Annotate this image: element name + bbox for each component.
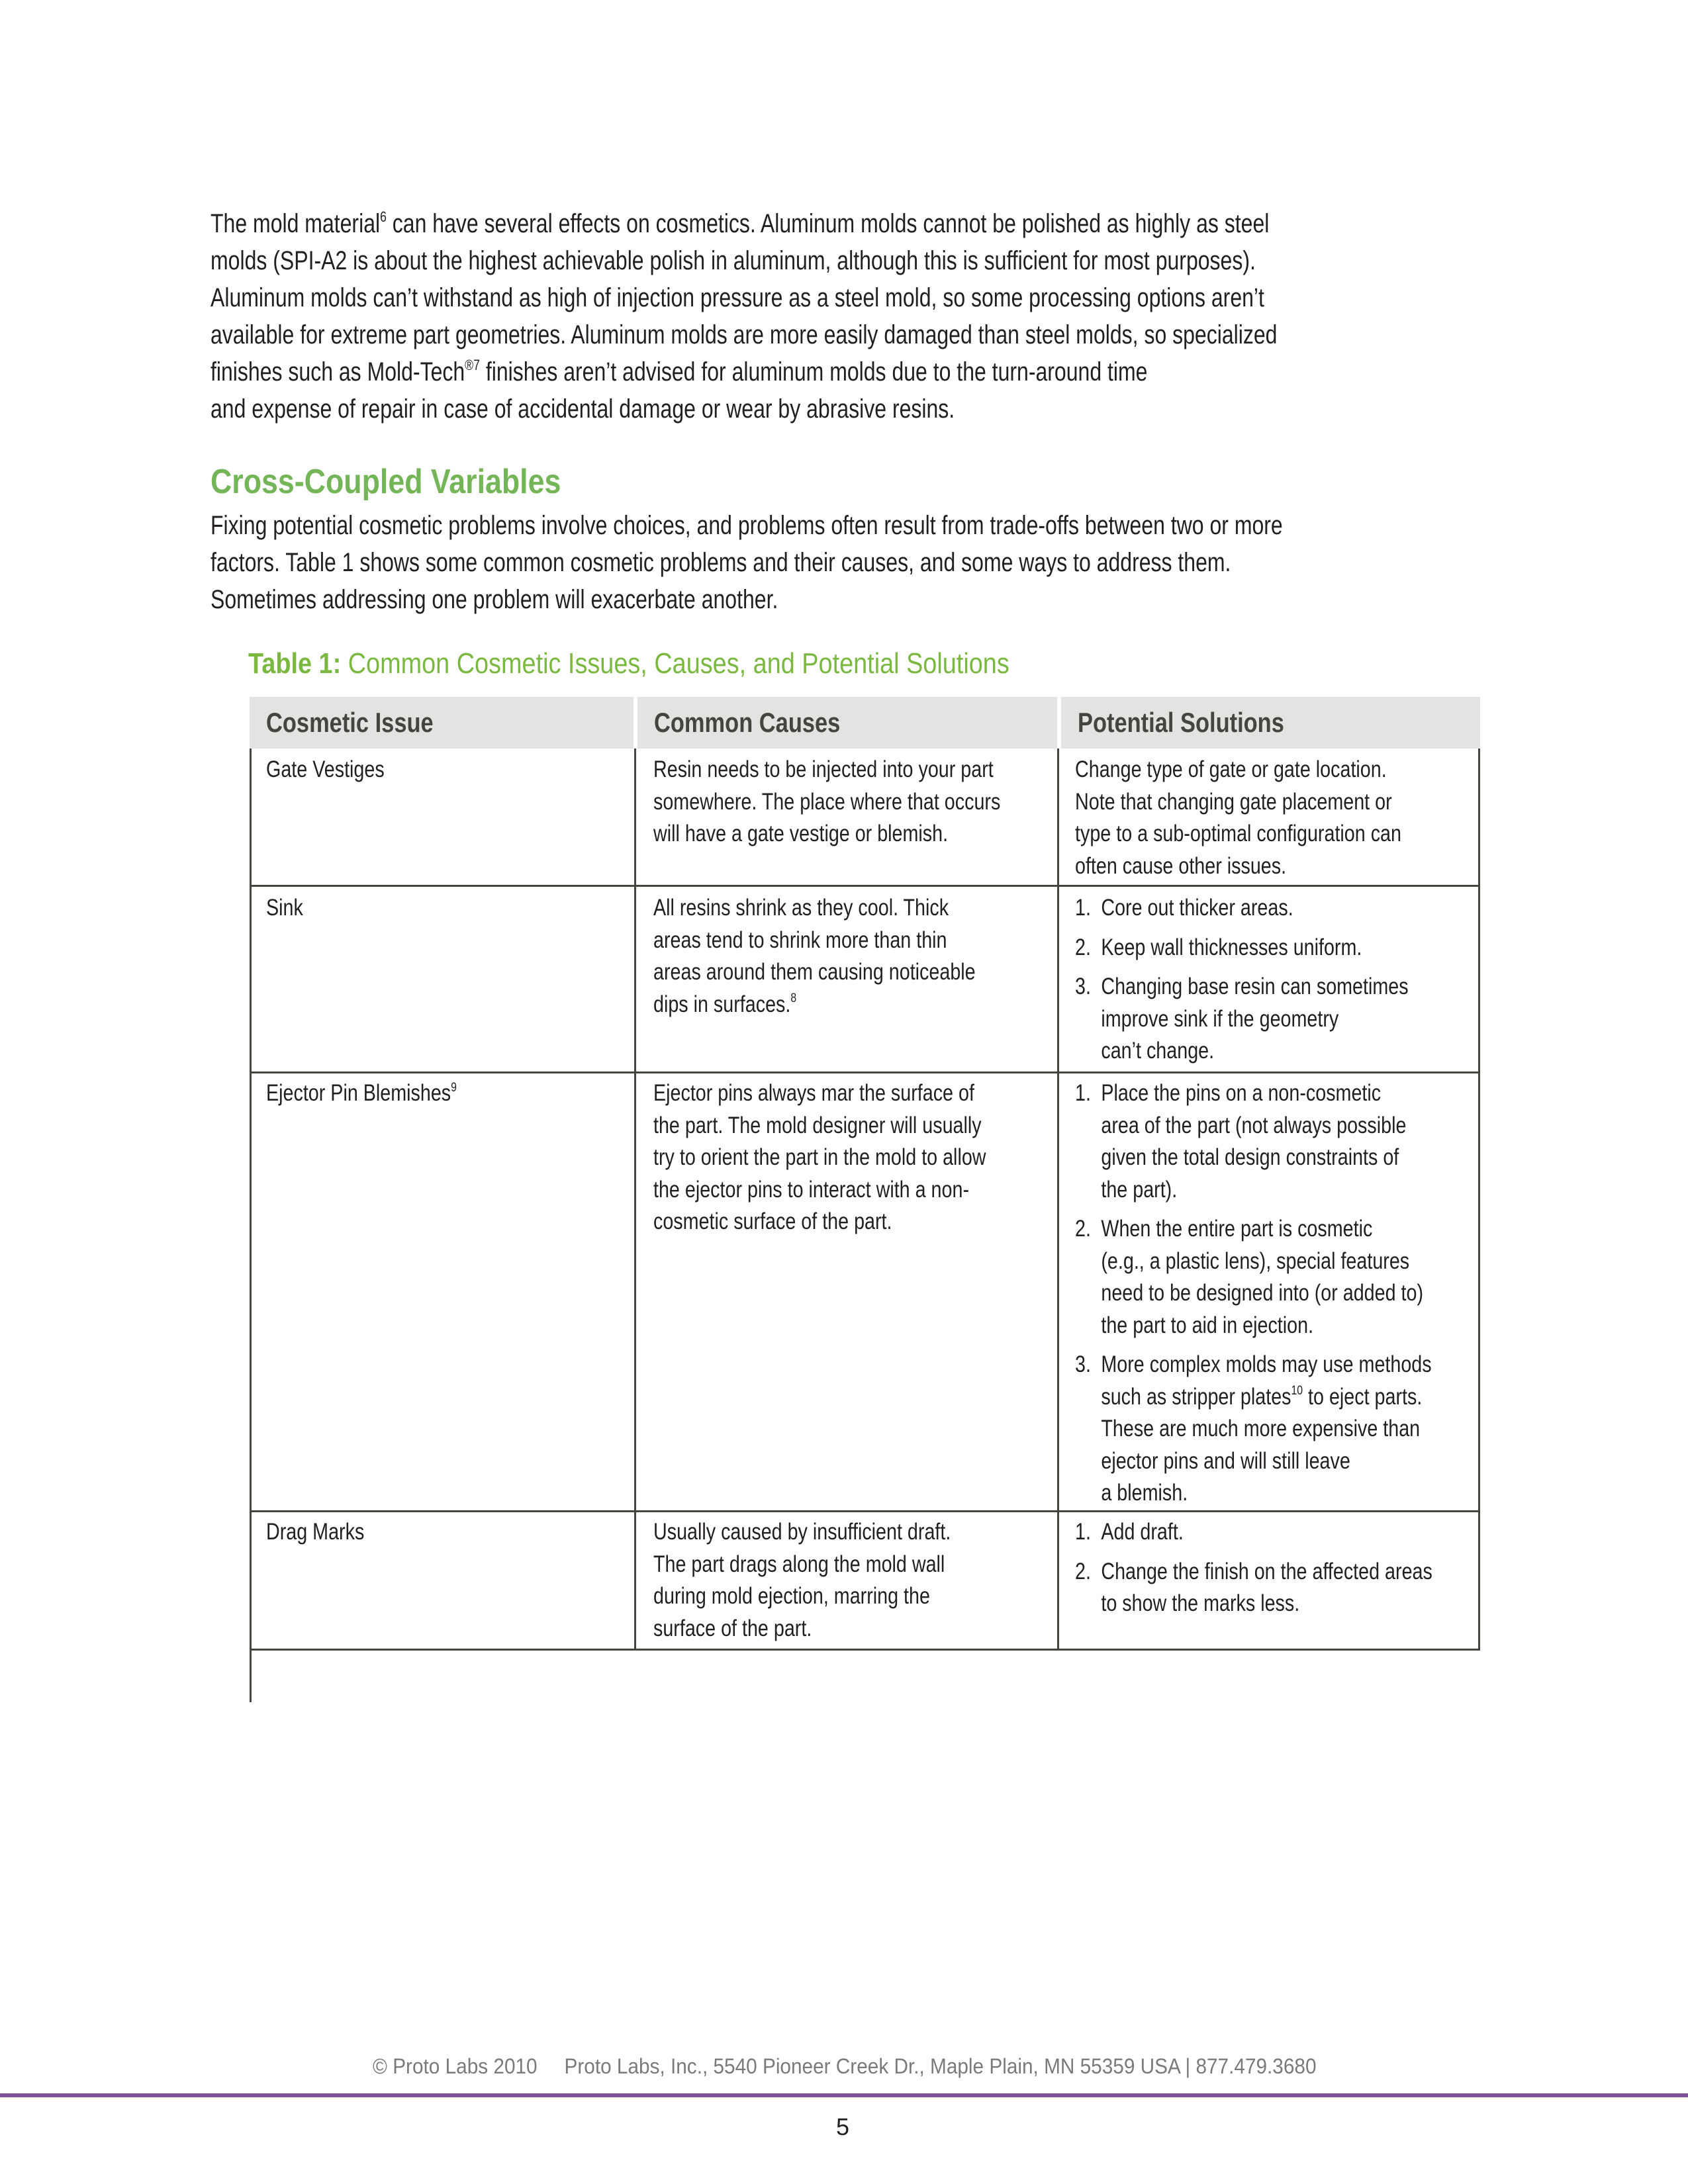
table-row-gate-vestiges-causes: Resin needs to be injected into your part somewhere. The place where that occurs will have a gate vestige or blemish. [653,756,1001,846]
solution-item: 1. Place the pins on a non-cosmetic area of the part (not always possible given the total design constraints of the part). [1075,1080,1407,1203]
table-row-gate-vestiges-issue: Gate Vestiges [266,756,385,782]
solution-item: 1. Core out thicker areas. [1075,895,1293,921]
text-line: available for extreme part geometries. Aluminum molds are more easily damaged than steel molds, so specialized [211,320,1278,349]
solution-item: 2. Change the finish on the affected areas to show the marks less. [1075,1558,1432,1616]
table-border-bottom [250,1649,1480,1651]
header-cell-potential-solutions: Potential Solutions [1061,697,1480,749]
text-line: factors. Table 1 shows some common cosmetic problems and their causes, and some ways to address them. [211,548,1231,577]
solution-item: 2. Keep wall thicknesses uniform. [1075,934,1362,960]
text-line: Sometimes addressing one problem will exacerbate another. [211,585,778,614]
table-caption-text: Common Cosmetic Issues, Causes, and Potential Solutions [341,647,1009,680]
footnote-ref[interactable]: ®7 [465,356,480,373]
section-heading: Cross-Coupled Variables [211,463,561,501]
header-cell-cosmetic-issue: Cosmetic Issue [250,697,633,749]
text-line: Aluminum molds can’t withstand as high of injection pressure as a steel mold, so some processing options aren’t [211,283,1264,312]
table-row-ejector-pin-solutions [1075,1077,1432,1517]
text-line: The mold material$^6$ can have several effects on cosmetics. Aluminum molds cannot be polished as highly as steel [211,208,1270,238]
column-divider [634,749,636,1651]
page-number: 5 [836,2113,850,2140]
text-line: molds (SPI-A2 is about the highest achievable polish in aluminum, although this is sufficient for most purposes). [211,246,1256,275]
text-line: Fixing potential cosmetic problems involve choices, and problems often result from trade-offs between two or more [211,511,1283,540]
table-row-drag-marks-issue: Drag Marks [266,1519,365,1545]
table-row-sink-issue: Sink [266,895,303,921]
cosmetic-issues-table [250,697,1480,1651]
table-border-left [250,749,252,1702]
footer-address: Proto Labs, Inc., 5540 Pioneer Creek Dr., Maple Plain, MN 55359 USA | 877.479.3680 [564,2054,1317,2078]
footnote-ref[interactable]: 10 [1291,1384,1303,1398]
solution-item: 3. Changing base resin can sometimes improve sink if the geometry can’t change. [1075,974,1409,1064]
column-divider [1057,749,1059,1651]
line-with-footnote: such as stripper plates$^{10}$ to eject parts. [1101,1383,1423,1410]
table-row-gate-vestiges-solutions: Change type of gate or gate location. Note that changing gate placement or type to a sub-optimal configuration can often cause other issues. [1075,756,1401,879]
row-divider [250,885,1480,887]
table-row-sink-solutions [1075,892,1409,1075]
table-row-drag-marks-solutions [1075,1516,1432,1627]
intro-paragraph [211,205,1277,428]
footer-copyright: © Proto Labs 2010 [373,2054,538,2078]
footnote-ref[interactable]: 6 [380,208,387,225]
footnote-ref[interactable]: 9 [451,1080,457,1095]
text-line: finishes such as Mold-Tech$^{®7}$ finishes aren’t advised for aluminum molds due to the turn-around time [211,356,1148,387]
footer [373,2053,1317,2079]
section-paragraph [211,507,1283,618]
solution-item: 2. When the entire part is cosmetic (e.g., a plastic lens), special features need to be designed into (or added to) the part to aid in ejection. [1075,1216,1424,1338]
solution-item: 1. Add draft. [1075,1519,1184,1545]
footer-rule [0,2093,1688,2097]
table-row-drag-marks-causes: Usually caused by insufficient draft. The part drags along the mold wall during mold ejection, marring the surface of the part. [653,1519,951,1641]
table-row-ejector-pin-causes: Ejector pins always mar the surface of the part. The mold designer will usually try to orient the part in the mold to allow the ejector pins to interact with a non- cosmetic surface of the part. [653,1080,986,1234]
table-row-sink-causes: All resins shrink as they cool. Thick areas tend to shrink more than thin areas around them causing noticeable dips in surfaces.$^8$ [653,895,976,1017]
table-header [250,697,1480,749]
text-line: and expense of repair in case of accidental damage or wear by abrasive resins. [211,394,955,424]
header-cell-common-causes: Common Causes [637,697,1057,749]
solution-item: 3. More complex molds may use methods such as stripper plates$^{10}$ to eject parts. These are much more expensive than ejector pins and will still leave a blemish. [1075,1351,1432,1506]
table-caption [248,647,1009,681]
footnote-ref[interactable]: 8 [790,991,797,1006]
table-row-ejector-pin-issue: Ejector Pin Blemishes$^9$ [266,1080,457,1106]
table-border-right [1478,749,1480,1651]
table-caption-label: Table 1: [248,647,342,680]
